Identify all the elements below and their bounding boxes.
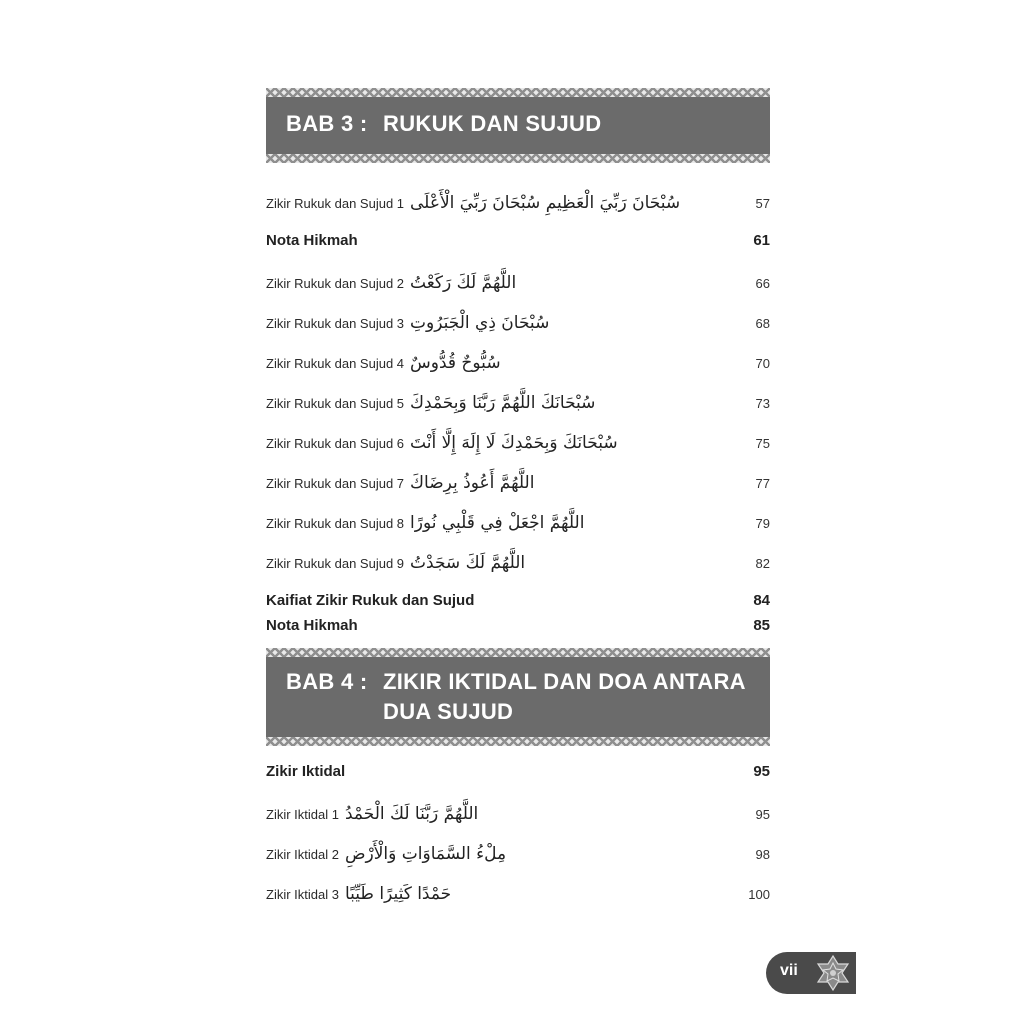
entry-arabic: حَمْدًا كَثِيرًا طَيِّبًا <box>344 884 452 904</box>
chapter-title <box>383 667 770 727</box>
entry-page: 73 <box>755 395 770 411</box>
entry-page: 95 <box>755 806 770 822</box>
toc-entry[interactable] <box>266 613 770 638</box>
toc-entry[interactable] <box>266 794 770 834</box>
toc-entry[interactable] <box>266 343 770 383</box>
entry-arabic: سُبْحَانَ ذِي الْجَبَرُوتِ <box>410 313 550 333</box>
chapter-4-banner <box>266 648 770 746</box>
entry-arabic: اللَّهُمَّ لَكَ سَجَدْتُ <box>410 553 526 573</box>
toc-entry[interactable] <box>266 834 770 874</box>
entry-label: Zikir Rukuk dan Sujud 4 <box>266 355 405 371</box>
entry-arabic: اللَّهُمَّ رَبَّنَا لَكَ الْحَمْدُ <box>344 804 479 824</box>
toc-entry[interactable] <box>266 756 770 786</box>
entry-label: Zikir Rukuk dan Sujud 2 <box>266 275 405 291</box>
entry-page: 68 <box>755 315 770 331</box>
entry-label: Zikir Rukuk dan Sujud 9 <box>266 555 405 571</box>
toc-entry[interactable] <box>266 183 770 223</box>
entry-arabic: مِلْءُ السَّمَاوَاتِ وَالْأَرْضِ <box>344 844 507 864</box>
entry-label: Zikir Rukuk dan Sujud 5 <box>266 395 405 411</box>
entry-page: 85 <box>753 617 770 634</box>
chapter-number: BAB 3 : <box>286 111 368 136</box>
entry-page: 61 <box>753 231 770 249</box>
chapter-title-line-1: ZIKIR IKTIDAL DAN DOA ANTARA <box>383 669 746 694</box>
decorative-border-bottom <box>266 154 770 163</box>
entry-page: 95 <box>753 762 770 780</box>
entry-page: 82 <box>755 555 770 571</box>
entry-label: Zikir Iktidal 1 <box>266 806 339 822</box>
entry-page: 66 <box>755 275 770 291</box>
decorative-border-top <box>266 88 770 97</box>
entry-label: Zikir Rukuk dan Sujud 7 <box>266 475 405 491</box>
toc-entry[interactable] <box>266 874 770 914</box>
geometric-star-ornament-icon <box>814 954 852 992</box>
entry-label: Zikir Rukuk dan Sujud 8 <box>266 515 405 531</box>
entry-label: Kaifiat Zikir Rukuk dan Sujud <box>266 592 475 609</box>
decorative-border-top <box>266 648 770 657</box>
toc-entry[interactable] <box>266 223 770 257</box>
chapter-number: BAB 4 : <box>286 669 368 694</box>
entry-arabic: اللَّهُمَّ اجْعَلْ فِي قَلْبِي نُورًا <box>410 513 585 533</box>
entry-page: 75 <box>755 435 770 451</box>
chapter-3-banner <box>266 88 770 163</box>
toc-entry[interactable] <box>266 263 770 303</box>
toc-entry[interactable] <box>266 383 770 423</box>
entry-page: 84 <box>753 592 770 609</box>
table-of-contents <box>266 88 770 914</box>
entry-arabic: اللَّهُمَّ أَعُوذُ بِرِضَاكَ <box>410 473 535 493</box>
entry-page: 70 <box>755 355 770 371</box>
entry-page: 77 <box>755 475 770 491</box>
toc-entry[interactable] <box>266 303 770 343</box>
entry-label: Zikir Rukuk dan Sujud 1 <box>266 195 405 211</box>
toc-entry[interactable] <box>266 503 770 543</box>
entry-page: 100 <box>748 886 770 902</box>
page-number-tab <box>766 952 856 994</box>
chapter-title: RUKUK DAN SUJUD <box>383 111 602 136</box>
entry-label: Zikir Iktidal <box>266 762 346 780</box>
entry-page: 98 <box>755 846 770 862</box>
entry-arabic: سُبْحَانَكَ اللَّهُمَّ رَبَّنَا وَبِحَمْدِكَ <box>410 393 596 413</box>
entry-arabic: اللَّهُمَّ لَكَ رَكَعْتُ <box>410 273 517 293</box>
entry-label: Nota Hikmah <box>266 231 358 249</box>
entry-label: Zikir Iktidal 2 <box>266 846 339 862</box>
toc-entry[interactable] <box>266 463 770 503</box>
entry-page: 57 <box>755 195 770 211</box>
toc-entry[interactable] <box>266 423 770 463</box>
entry-label: Zikir Rukuk dan Sujud 6 <box>266 435 405 451</box>
entry-page: 79 <box>755 515 770 531</box>
chapter-title-line-2: DUA SUJUD <box>383 699 514 724</box>
entry-label: Nota Hikmah <box>266 617 358 634</box>
entry-arabic: سُبْحَانَكَ وَبِحَمْدِكَ لَا إِلَهَ إِلَّا أَنْتَ <box>410 433 618 453</box>
page-number: vii <box>780 962 798 979</box>
entry-label: Zikir Rukuk dan Sujud 3 <box>266 315 405 331</box>
decorative-border-bottom <box>266 737 770 746</box>
toc-entry[interactable] <box>266 543 770 583</box>
toc-entry[interactable] <box>266 588 770 613</box>
entry-arabic: سُبْحَانَ رَبِّيَ الْعَظِيمِ سُبْحَانَ رَبِّيَ الْأَعْلَى <box>410 193 681 213</box>
entry-arabic: سُبُّوحٌ قُدُّوسٌ <box>410 353 501 373</box>
entry-label: Zikir Iktidal 3 <box>266 886 339 902</box>
